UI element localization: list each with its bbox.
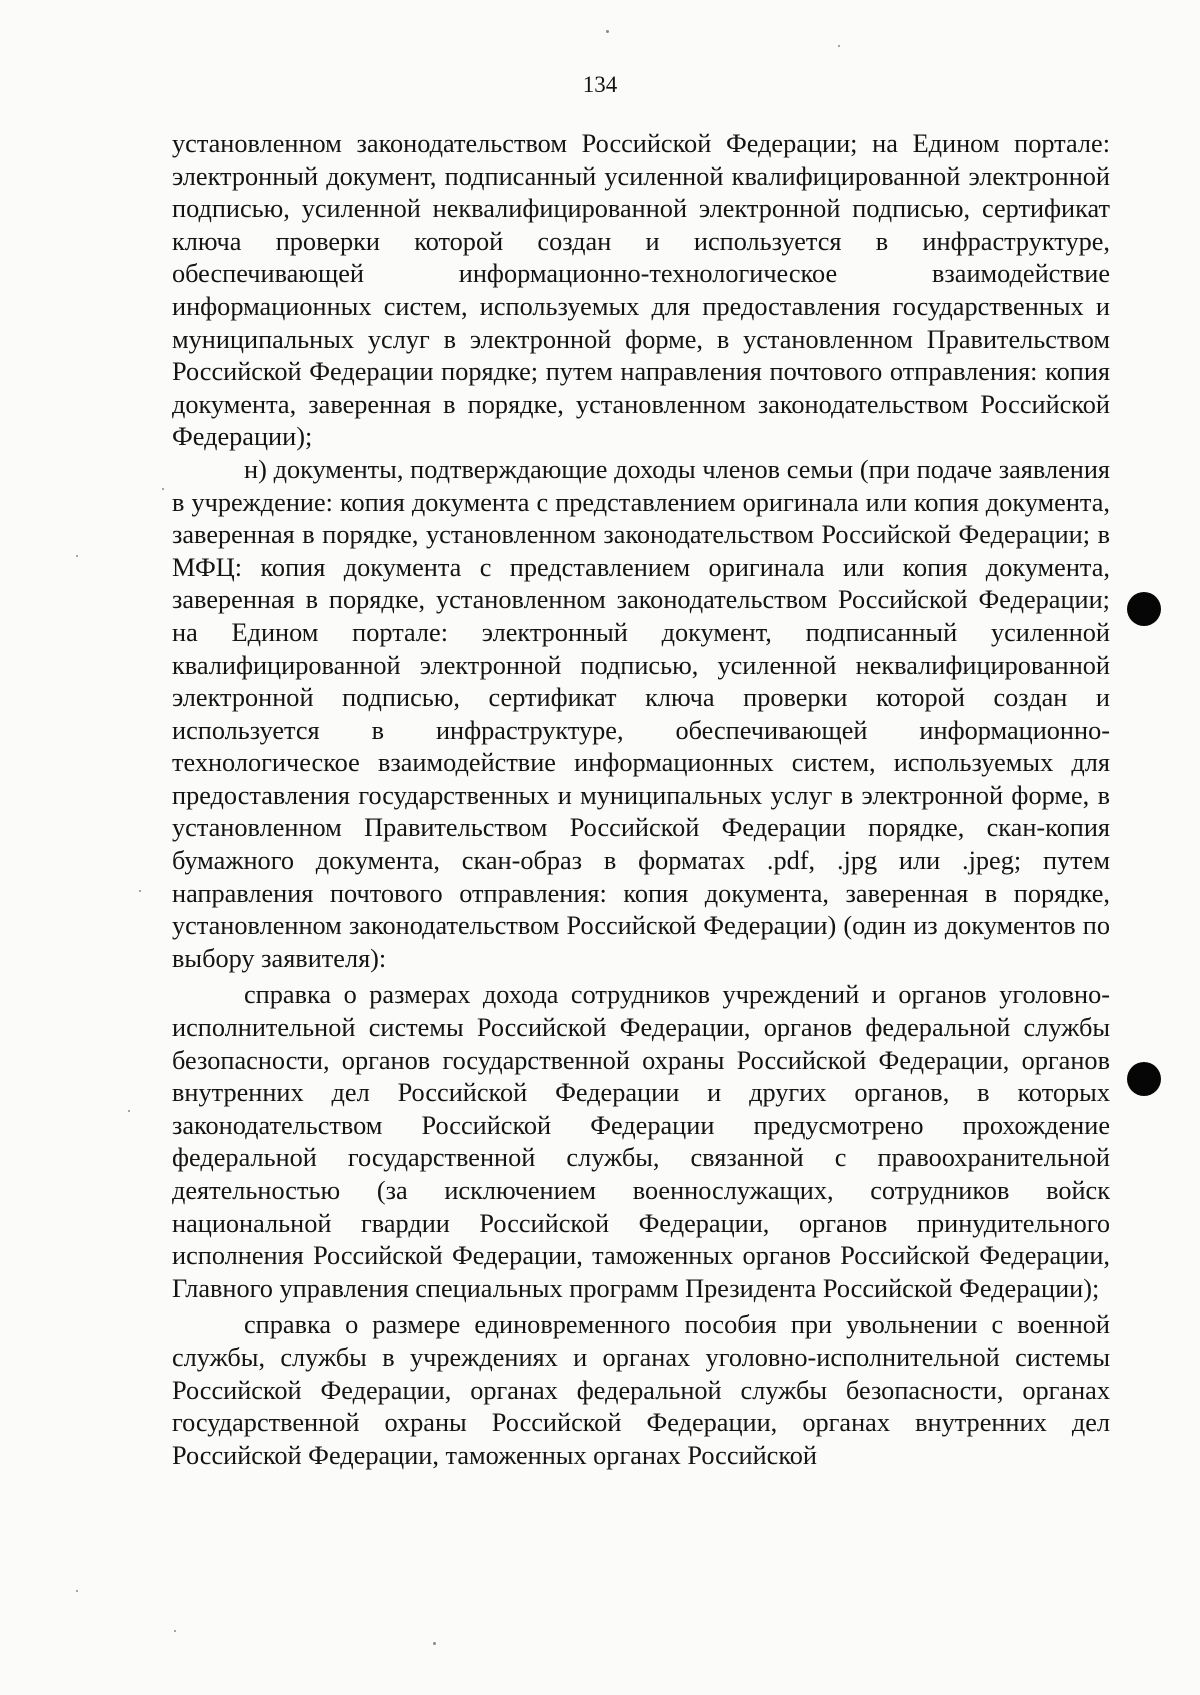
page-number: 134 [582, 72, 618, 97]
scan-speck [162, 488, 164, 490]
scan-speck [838, 45, 840, 47]
scan-speck [139, 890, 141, 892]
scan-speck [76, 555, 78, 557]
scan-speck [76, 1590, 78, 1592]
paragraph-continuation: установленном законодательством Российской Федерации; на Едином портале: электронный документ, подписанный усиленной квалифицированной электронной подписью, усиленной неквалифицированной электронной подписью, сертификат ключа проверки которой создан и используется в инфраструктуре, обеспечивающей информационно-технологическое взаимодействие информационных систем, используемых для предоставления государственных и муниципальных услуг в электронной форме, в установленном Правительством Российской Федерации порядке; путем направления почтового отправления: копия документа, заверенная в порядке, установленном законодательством Российской Федерации); [172, 129, 1110, 452]
scan-speck [433, 1642, 436, 1645]
punch-hole-lower [1127, 1062, 1161, 1096]
paragraph-item-n: н) документы, подтверждающие доходы членов семьи (при подаче заявления в учреждение: копия документа с представлением оригинала или копия документа, заверенная в порядке, установленном законодательством Российской Федерации; в МФЦ: копия документа с представлением оригинала или копия документа, заверенная в порядке, установленном законодательством Российской Федерации; на Едином портале: электронный документ, подписанный усиленной квалифицированной электронной подписью, усиленной неквалифицированной электронной подписью, сертификат ключа проверки которой создан и используется в инфраструктуре, обеспечивающей информационно-технологическое взаимодействие информационных систем, используемых для предоставления государственных и муниципальных услуг в электронной форме, в установленном Правительством Российской Федерации порядке, скан-копия бумажного документа, скан-образ в форматах .pdf, .jpg или .jpeg; путем направления почтового отправления: копия документа, заверенная в порядке, установленном законодательством Российской Федерации) (один из документов по выбору заявителя): [172, 454, 1110, 973]
scan-speck [606, 30, 609, 33]
paragraph-severance-certificate: справка о размере единовременного пособия при увольнении с военной службы, службы в учреждениях и органах уголовно-исполнительной системы Российской Федерации, органах федеральной службы безопасности, органах государственной охраны Российской Федерации, органах внутренних дел Российской Федерации, таможенных органах Российской [172, 1310, 1110, 1470]
punch-hole-upper [1127, 592, 1161, 626]
scan-speck [128, 1110, 130, 1112]
scan-speck [174, 1630, 176, 1632]
document-body [172, 128, 1110, 1472]
paragraph-income-certificate: справка о размерах дохода сотрудников учреждений и органов уголовно-исполнительной системы Российской Федерации, органов федеральной службы безопасности, органов государственной охраны Российской Федерации, органов внутренних дел Российской Федерации и других органов, в которых законодательством Российской Федерации предусмотрено прохождение федеральной государственной службы, связанной с правоохранительной деятельностью (за исключением военнослужащих, сотрудников войск национальной гвардии Российской Федерации, органов принудительного исполнения Российской Федерации, таможенных органов Российской Федерации, Главного управления специальных программ Президента Российской Федерации); [172, 980, 1110, 1303]
